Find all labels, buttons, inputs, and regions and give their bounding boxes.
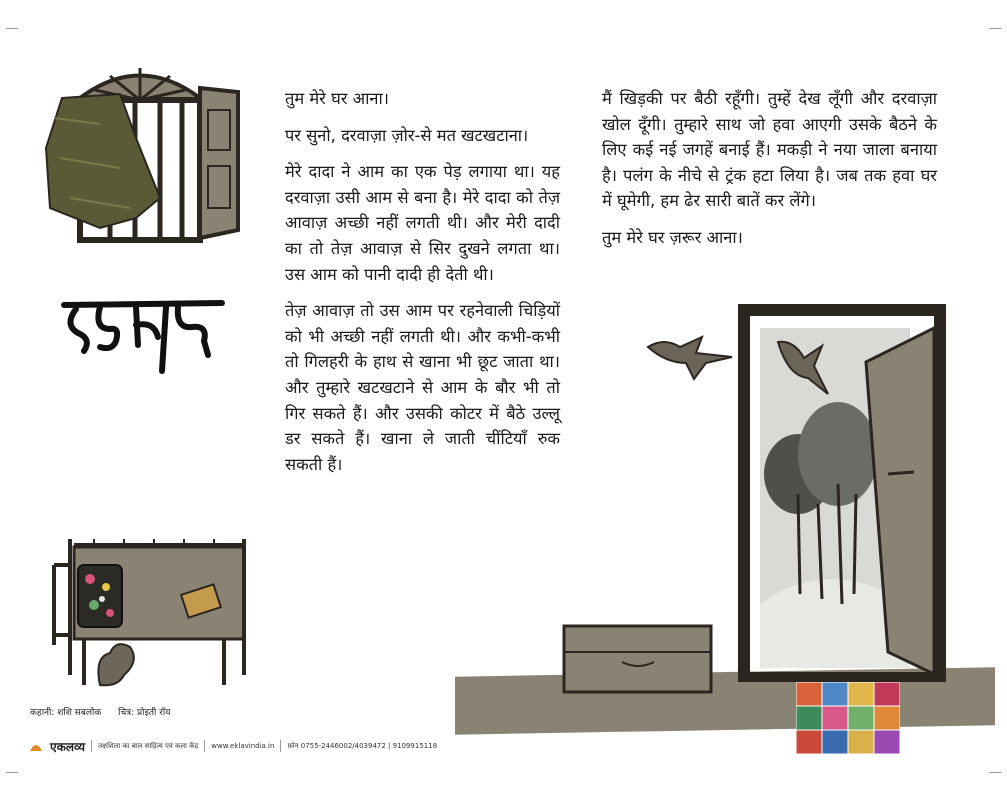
credits <box>30 705 184 718</box>
divider <box>204 740 205 752</box>
paragraph: तेज़ आवाज़ तो उस आम पर रहनेवाली चिड़ियों को भी अच्छी नहीं लगती थी। और कभी-कभी तो गिलहरी के हाथ से खाना भी छूट जाता था। और तुम्हारे खटखटाने से आम के बौर भी तो गिर सकते हैं। और उसकी कोटर में बैठे उल्लू डर सकते हैं। खाना ले जाती चींटियाँ रुक सकती हैं। <box>285 301 560 474</box>
phone-number: फ़ोन 0755-2446002/4039472 | 9109915118 <box>287 741 438 750</box>
trunk-illustration <box>560 622 715 696</box>
publisher-logo: एकलव्य <box>50 739 86 754</box>
crop-mark <box>989 772 1001 773</box>
footer <box>28 738 437 754</box>
door-illustration <box>738 304 950 682</box>
divider <box>280 740 281 752</box>
crop-mark <box>989 28 1001 29</box>
website-link[interactable]: www.eklavindia.in <box>211 742 275 750</box>
story-credit: कहानी: शशि सबलोक <box>30 708 102 718</box>
publisher-tagline: तक्षशिला का बाल साहित्य एवं कला केंद्र <box>98 741 199 750</box>
paragraph: पर सुनो, दरवाज़ा ज़ोर-से मत खटखटाना। <box>285 125 529 145</box>
quilt-illustration <box>796 682 900 754</box>
paragraph: मेरे दादा ने आम का एक पेड़ लगाया था। यह दरवाज़ा उसी आम से बना है। मेरे दादा को तेज़ आवाज़ अच्छी नहीं लगती थी। और मेरी दादी का तो तेज़ आवाज़ से सिर दुखने लगता था। उस आम को पानी दादी ही देती थी। <box>285 162 560 284</box>
bird-illustration <box>646 333 736 383</box>
paragraph: तुम मेरे घर ज़रूर आना। <box>602 227 743 247</box>
left-column <box>285 86 560 477</box>
paragraph: तुम मेरे घर आना। <box>285 89 389 108</box>
title-calligraphy <box>58 285 228 375</box>
paragraph: मैं खिड़की पर बैठी रहूँगी। तुम्हें देख लूँगी और दरवाज़ा खोल दूँगी। तुम्हारे साथ जो हवा आएगी उसके बैठने के लिए कई नई जगहें बनाई हैं। मकड़ी ने नया जाला बनाया है। पलंग के नीचे से ट्रंक हटा लिया है। जब तक हवा घर में घूमेगी, हम ढेर सारी बातें कर लेंगे। <box>602 89 937 211</box>
right-column <box>602 86 937 251</box>
divider <box>91 740 92 752</box>
crop-mark <box>6 772 18 773</box>
eklavya-logo-icon <box>28 739 44 753</box>
illustration-credit: चित्र: प्रोइती रॉय <box>118 708 171 718</box>
window-illustration <box>40 58 245 248</box>
bird-illustration <box>774 336 830 398</box>
crop-mark <box>6 28 18 29</box>
bed-illustration <box>44 535 249 695</box>
